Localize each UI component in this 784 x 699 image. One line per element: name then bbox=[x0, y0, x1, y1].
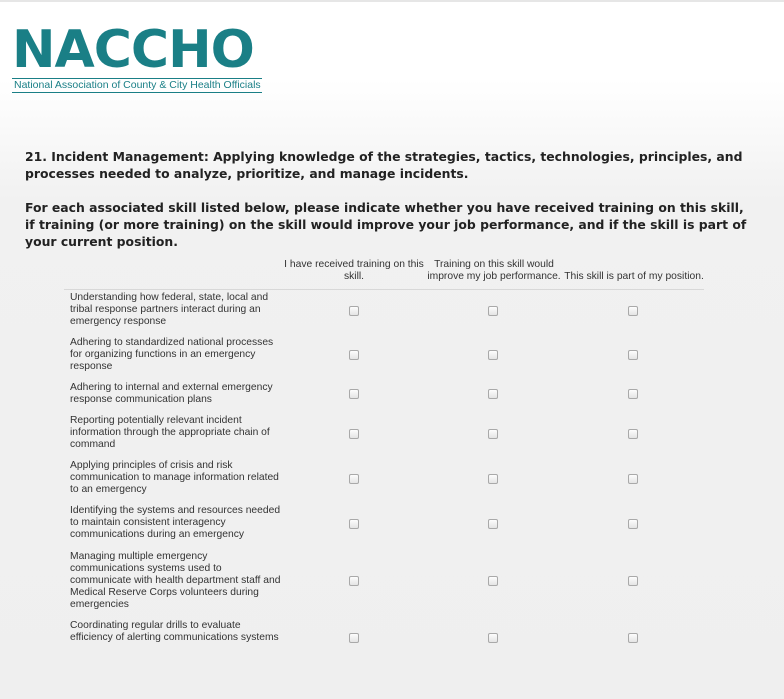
matrix-row bbox=[64, 292, 704, 332]
matrix-header bbox=[64, 246, 704, 290]
matrix-row bbox=[64, 382, 704, 410]
checkbox-part-of-position[interactable] bbox=[628, 474, 638, 484]
top-divider bbox=[0, 0, 784, 2]
column-header-label: This skill is part of my position. bbox=[564, 271, 704, 282]
matrix-row bbox=[64, 415, 704, 455]
checkbox-received-training[interactable] bbox=[349, 474, 359, 484]
matrix-row bbox=[64, 551, 704, 615]
checkbox-part-of-position[interactable] bbox=[628, 519, 638, 529]
logo-wordmark: NACCHO bbox=[12, 20, 254, 80]
row-label: Managing multiple emergency communications systems used to communicate with health department staff and Medical Reserve Corps volunteers during emergencies bbox=[70, 551, 281, 610]
checkbox-would-improve[interactable] bbox=[488, 519, 498, 529]
checkbox-would-improve[interactable] bbox=[488, 474, 498, 484]
column-header-label: I have received training on this skill. bbox=[284, 259, 424, 282]
matrix-row bbox=[64, 505, 704, 545]
column-header-part-of-position bbox=[564, 246, 704, 289]
checkbox-would-improve[interactable] bbox=[488, 633, 498, 643]
matrix-row bbox=[64, 620, 704, 660]
matrix-row bbox=[64, 460, 704, 500]
row-label: Applying principles of crisis and risk communication to manage information related to an emergency bbox=[70, 460, 279, 495]
row-label: Understanding how federal, state, local and tribal response partners interact during an emergency response bbox=[70, 292, 269, 327]
checkbox-part-of-position[interactable] bbox=[628, 350, 638, 360]
checkbox-part-of-position[interactable] bbox=[628, 576, 638, 586]
logo-tagline: National Association of County & City Health Officials bbox=[14, 79, 261, 91]
checkbox-part-of-position[interactable] bbox=[628, 389, 638, 399]
checkbox-would-improve[interactable] bbox=[488, 350, 498, 360]
row-label: Adhering to standardized national processes for organizing functions in an emergency response bbox=[70, 337, 274, 372]
question-instructions: For each associated skill listed below, please indicate whether you have received training on this skill, if training (or more training) on the skill would improve your job performance, and if the skill is part of your current position. bbox=[25, 200, 747, 249]
checkbox-would-improve[interactable] bbox=[488, 306, 498, 316]
question-title: 21. Incident Management: Applying knowledge of the strategies, tactics, technologies, principles, and processes needed to analyze, prioritize, and manage incidents. bbox=[25, 149, 743, 181]
checkbox-part-of-position[interactable] bbox=[628, 633, 638, 643]
matrix-row bbox=[64, 337, 704, 377]
column-header-would-improve bbox=[424, 246, 564, 289]
checkbox-received-training[interactable] bbox=[349, 519, 359, 529]
row-label: Coordinating regular drills to evaluate efficiency of alerting communications systems bbox=[70, 620, 279, 643]
checkbox-part-of-position[interactable] bbox=[628, 306, 638, 316]
checkbox-received-training[interactable] bbox=[349, 350, 359, 360]
column-header-label: Training on this skill would improve my job performance. bbox=[427, 259, 561, 282]
row-label: Identifying the systems and resources needed to maintain consistent interagency communications during an emergency bbox=[70, 505, 281, 540]
checkbox-received-training[interactable] bbox=[349, 306, 359, 316]
checkbox-part-of-position[interactable] bbox=[628, 429, 638, 439]
checkbox-would-improve[interactable] bbox=[488, 389, 498, 399]
checkbox-would-improve[interactable] bbox=[488, 429, 498, 439]
checkbox-received-training[interactable] bbox=[349, 576, 359, 586]
column-header-received-training bbox=[284, 246, 424, 289]
checkbox-received-training[interactable] bbox=[349, 633, 359, 643]
row-label: Adhering to internal and external emergency response communication plans bbox=[70, 382, 273, 405]
naccho-logo bbox=[12, 20, 264, 93]
row-label: Reporting potentially relevant incident information through the appropriate chain of command bbox=[70, 415, 270, 450]
checkbox-would-improve[interactable] bbox=[488, 576, 498, 586]
checkbox-received-training[interactable] bbox=[349, 389, 359, 399]
skills-matrix bbox=[64, 246, 704, 643]
checkbox-received-training[interactable] bbox=[349, 429, 359, 439]
